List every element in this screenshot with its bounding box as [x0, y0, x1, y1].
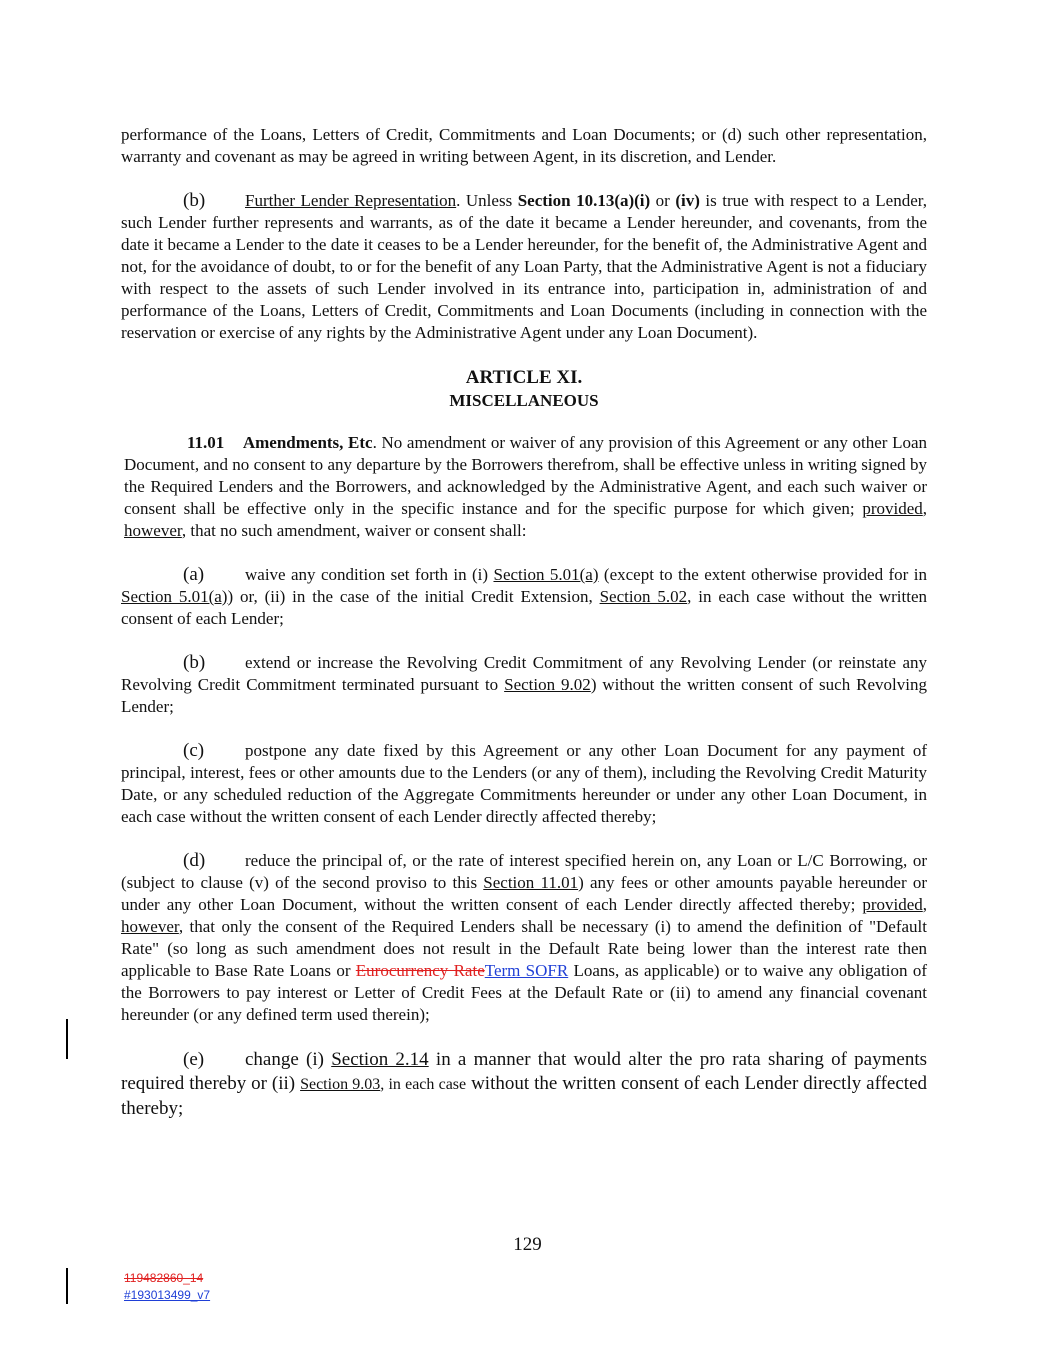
document-id-footer	[124, 1270, 210, 1304]
clause-d: (d) reduce the principal of, or the rate of interest specified herein on, any Loan or L/C Borrowing, or (subject to clause (v) of the second proviso to this Section 11.01) any fees or other amounts payable hereunder or under any other Loan Document, without the written consent of each Lender directly affected thereby; provided, however, that only the consent of the Required Lenders shall be necessary (i) to amend the definition of "Default Rate" (so long as such amendment does not result in the Default Rate being lower than the interest rate then applicable to Base Rate Loans or Eurocurrency RateTerm SOFR Loans, as applicable) or to waive any obligation of the Borrowers to pay interest or Letter of Credit Fees at the Default Rate or (ii) to amend any financial covenant hereunder (or any defined term used therein);	[121, 850, 927, 1024]
section-11-01: 11.01 Amendments, Etc. No amendment or waiver of any provision of this Agreement or any other Loan Document, and no consent to any departure by the Borrowers therefrom, shall be effective unless in writing signed by the Required Lenders and the Borrowers, and acknowledged by the Administrative Agent, and each such waiver or consent shall be effective only in the specific instance and for the specific purpose for which given; provided, however, that no such amendment, waiver or consent shall:	[124, 433, 927, 540]
inserted-doc-id: #193013499_v7	[124, 1288, 211, 1302]
clause-b: (b) extend or increase the Revolving Credit Commitment of any Revolving Lender (or reinstate any Revolving Credit Commitment terminated pursuant to Section 9.02) without the written consent of such Revolving Lender;	[121, 652, 927, 716]
section-ref: (iv)	[675, 191, 700, 210]
section-ref: Section 2.14	[331, 1049, 429, 1070]
section-ref: Section 10.13(a)(i)	[517, 191, 651, 210]
deleted-text: Eurocurrency Rate	[355, 961, 485, 980]
page-number: 129	[513, 1234, 542, 1255]
section-ref: Section 9.03	[300, 1076, 381, 1093]
article-title: ARTICLE XI.	[465, 367, 583, 388]
section-ref: Section 5.01(a)	[121, 587, 228, 606]
clause-a: (a) waive any condition set forth in (i) Section 5.01(a) (except to the extent otherwise provided for in Section 5.01(a)) or, (ii) in the case of the initial Credit Extension, Section 5.02, in each case without the written consent of each Lender;	[121, 564, 927, 628]
section-ref: Section 11.01	[483, 873, 579, 892]
clause-e: (e) change (i) Section 2.14 in a manner that would alter the pro rata sharing of payments required thereby or (ii) Section 9.03, in each case without the written consent of each Lender directly affected thereby;	[121, 1049, 928, 1119]
document-body	[121, 124, 927, 1143]
section-number: 11.01	[187, 433, 225, 452]
article-subtitle: MISCELLANEOUS	[449, 391, 599, 410]
section-ref: Section 9.02	[504, 675, 591, 694]
paragraph-b-lender-representation: (b) Further Lender Representation. Unless Section 10.13(a)(i) or (iv) is true with respect to a Lender, such Lender further represents and warrants, as of the date it became a Lender hereunder, and covenants, from the date it became a Lender to the date it ceases to be a Lender hereunder, for the benefit of, the Administrative Agent and not, for the avoidance of doubt, to or for the benefit of any Loan Party, that the Administrative Agent is not a fiduciary with respect to the assets of such Lender involved in its entrance into, participation in, administration of and performance of the Loans, Letters of Credit, Commitments and Loan Documents (including in connection with the reservation or exercise of any rights by the Administrative Agent under any Loan Document).	[121, 190, 927, 342]
article-heading	[121, 366, 927, 412]
clause-label: (b)	[183, 190, 206, 211]
change-bar	[66, 1019, 68, 1059]
inserted-text: Term SOFR	[484, 961, 569, 980]
change-bar	[66, 1268, 68, 1304]
deleted-doc-id: 119482860_14	[124, 1271, 204, 1285]
clause-c: (c) postpone any date fixed by this Agreement or any other Loan Document for any payment of principal, interest, fees or other amounts due to the Lenders (or any of them), including the Revolving Credit Maturity Date, or any scheduled reduction of the Aggregate Commitments hereunder or under any other Loan Document, in each case without the written consent of each Lender directly affected thereby;	[121, 740, 927, 826]
clause-heading: Further Lender Representation	[245, 191, 457, 210]
section-ref: Section 5.02	[599, 587, 688, 606]
paragraph-continuation: performance of the Loans, Letters of Credit, Commitments and Loan Documents; or (d) such other representation, warranty and covenant as may be agreed in writing between Agent, in its discretion, and Lender.	[121, 125, 927, 166]
section-ref: Section 5.01(a)	[493, 565, 599, 584]
section-heading: Amendments, Etc	[242, 433, 373, 452]
